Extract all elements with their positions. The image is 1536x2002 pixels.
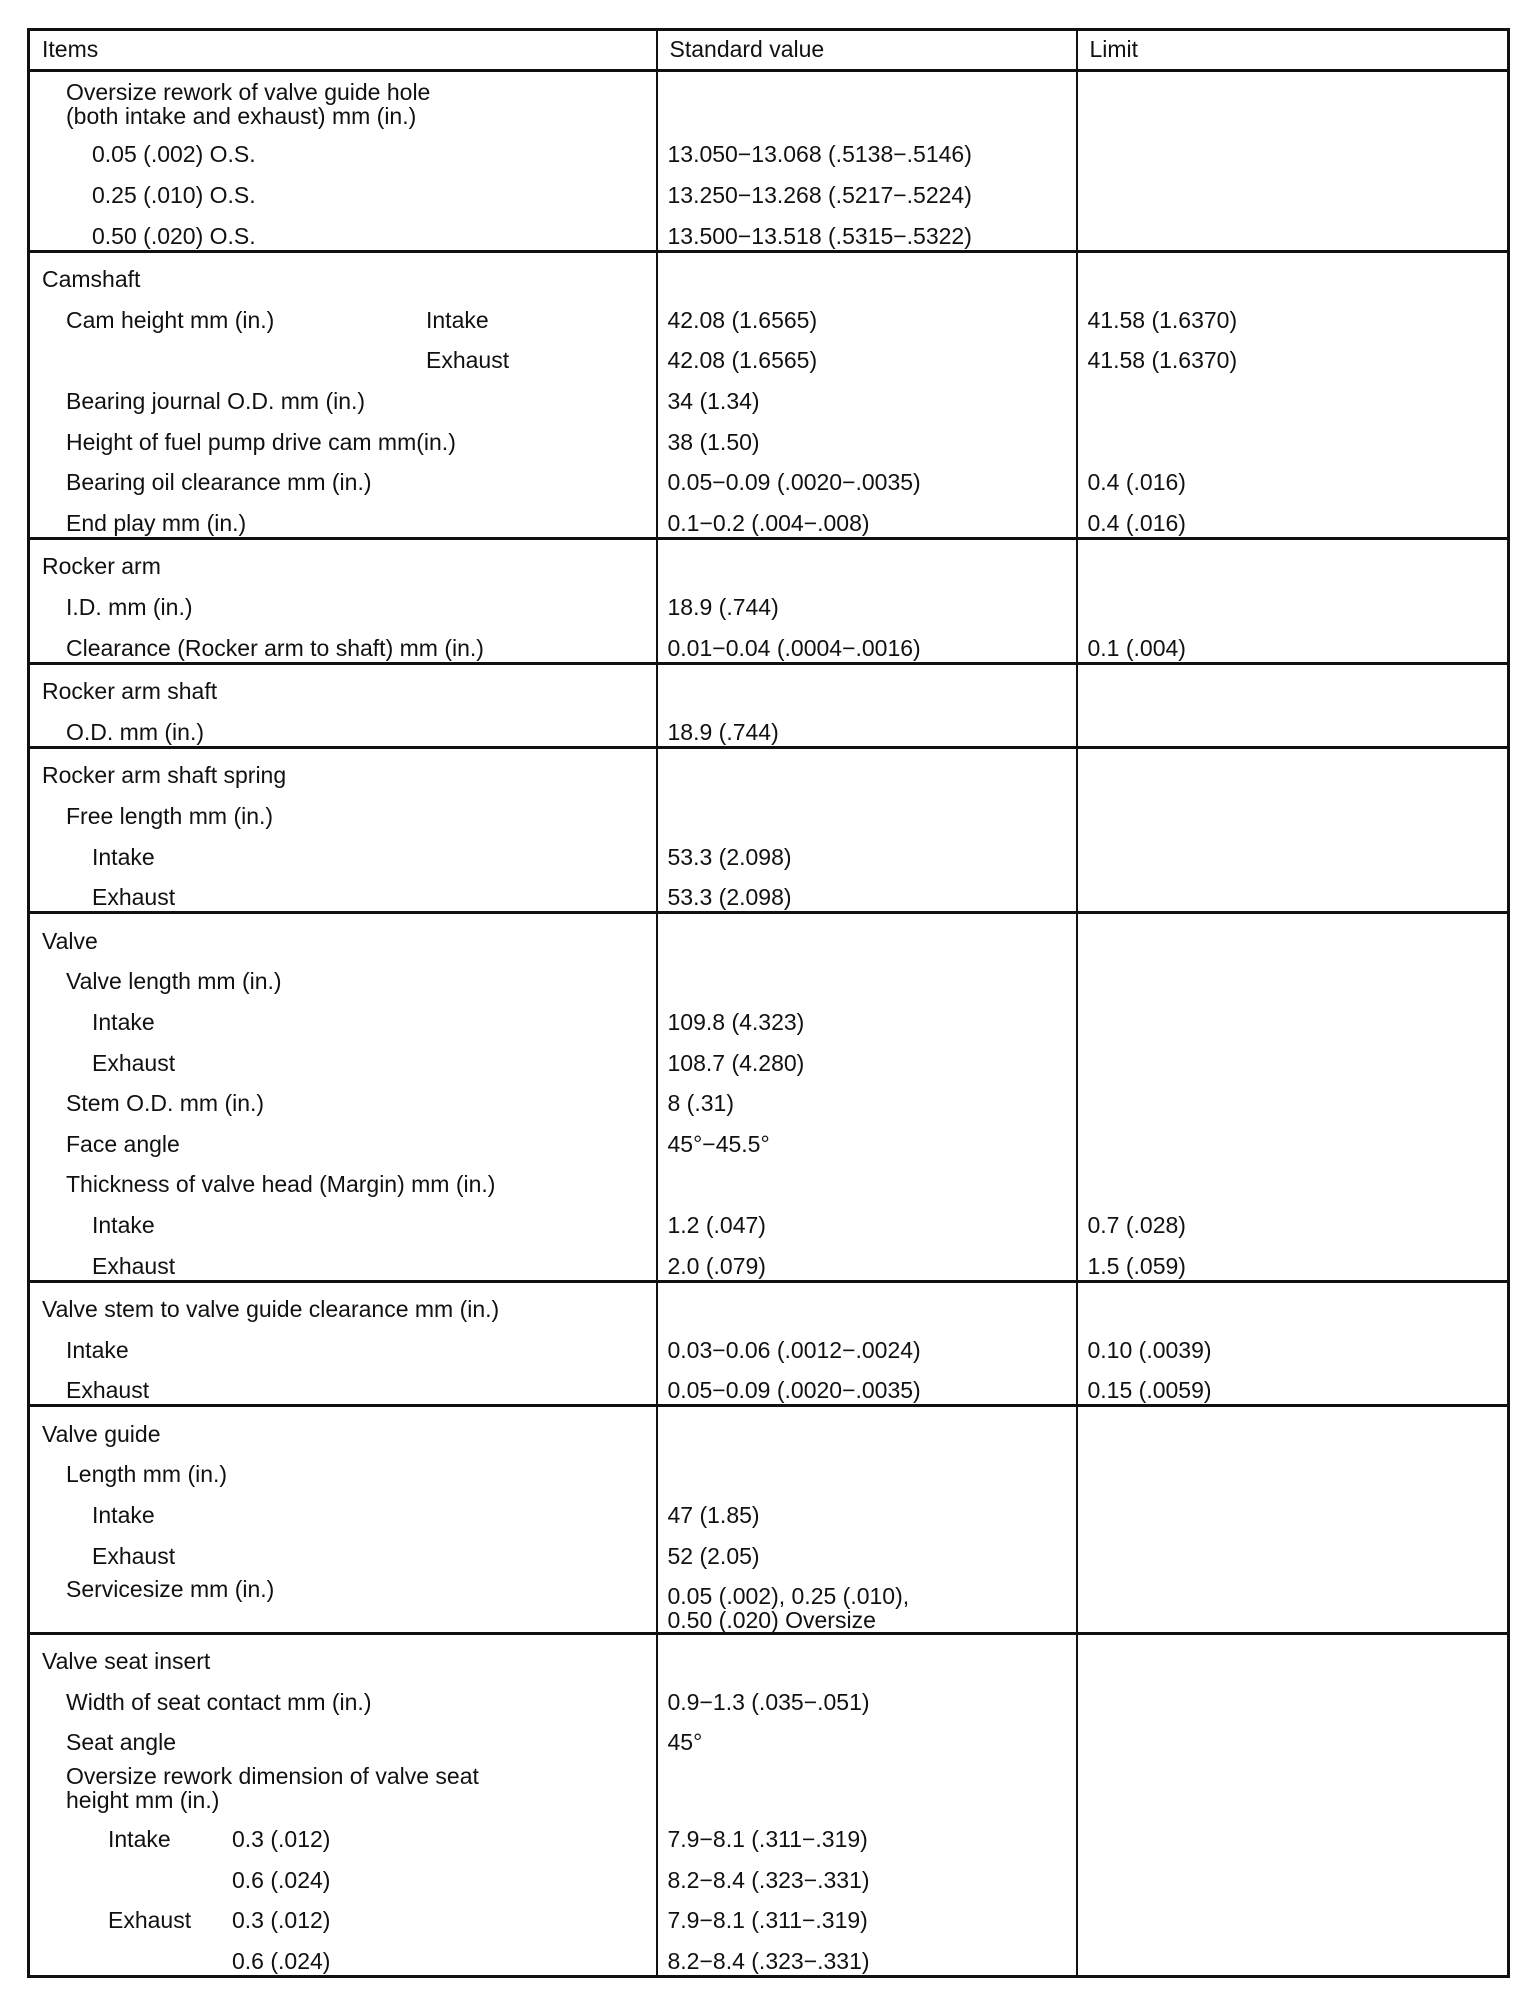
table-row [29, 1364, 1509, 1406]
standard-value [657, 1757, 1077, 1813]
table-row [29, 1036, 1509, 1077]
standard-value: 0.9−1.3 (.035−.051) [657, 1675, 1077, 1716]
standard-value: 8 (.31) [657, 1077, 1077, 1118]
table-row [29, 747, 1509, 789]
limit-value [1077, 1117, 1509, 1158]
standard-value: 45°−45.5° [657, 1117, 1077, 1158]
limit-value: 0.10 (.0039) [1077, 1323, 1509, 1364]
limit-value [1077, 538, 1509, 580]
item-label: 0.50 (.020) O.S. [29, 209, 657, 251]
limit-value [1077, 1813, 1509, 1854]
item-label: Servicesize mm (in.) [29, 1570, 657, 1634]
standard-value [657, 1633, 1077, 1675]
limit-value [1077, 169, 1509, 210]
standard-value [657, 1448, 1077, 1489]
standard-value: 47 (1.85) [657, 1489, 1077, 1530]
item-label-main: Intake [108, 1826, 171, 1853]
standard-value: 18.9 (.744) [657, 705, 1077, 747]
item-label: Intake [29, 1198, 657, 1239]
item-label: Bearing oil clearance mm (in.) [29, 456, 657, 497]
limit-value [1077, 830, 1509, 871]
standard-value: 13.500−13.518 (.5315−.5322) [657, 209, 1077, 251]
standard-value [657, 71, 1077, 129]
standard-value: 53.3 (2.098) [657, 830, 1077, 871]
table-row [29, 1813, 1509, 1854]
group-valve-guide [29, 1406, 1509, 1633]
standard-value [657, 663, 1077, 705]
table-row [29, 1489, 1509, 1530]
standard-value-line1: 0.05 (.002), 0.25 (.010), [667, 1582, 910, 1609]
item-label-sub: 0.3 (.012) [232, 1826, 331, 1853]
item-label-sub: 0.3 (.012) [232, 1907, 331, 1934]
item-label: Face angle [29, 1117, 657, 1158]
standard-value: 42.08 (1.6565) [657, 293, 1077, 334]
standard-value: 2.0 (.079) [657, 1239, 1077, 1281]
item-label: Exhaust [29, 871, 657, 913]
item-label: Intake [29, 1323, 657, 1364]
limit-value [1077, 1281, 1509, 1323]
table-row [29, 209, 1509, 251]
item-label-sub: 0.6 (.024) [232, 1947, 331, 1974]
limit-value [1077, 705, 1509, 747]
spec-table [27, 28, 1510, 1978]
table-row [29, 790, 1509, 831]
item-label: Thickness of valve head (Margin) mm (in.) [29, 1158, 657, 1199]
item-label [29, 1813, 657, 1854]
group-camshaft [29, 251, 1509, 538]
standard-value [657, 1570, 1077, 1634]
item-label: Intake [29, 830, 657, 871]
table-row [29, 1117, 1509, 1158]
header-limit: Limit [1077, 30, 1509, 71]
standard-value: 18.9 (.744) [657, 581, 1077, 622]
standard-value-line2: 0.50 (.020) Oversize [667, 1606, 876, 1633]
limit-value [1077, 1633, 1509, 1675]
standard-value: 13.050−13.068 (.5138−.5146) [657, 128, 1077, 169]
standard-value: 52 (2.05) [657, 1529, 1077, 1570]
limit-value [1077, 1894, 1509, 1935]
standard-value [657, 955, 1077, 996]
limit-value [1077, 1853, 1509, 1894]
item-label: I.D. mm (in.) [29, 581, 657, 622]
limit-value [1077, 913, 1509, 955]
item-label: Exhaust [29, 1529, 657, 1570]
item-label: Exhaust [29, 1364, 657, 1406]
item-label [29, 1853, 657, 1894]
table-row [29, 1757, 1509, 1813]
limit-value [1077, 1757, 1509, 1813]
limit-value [1077, 1716, 1509, 1757]
limit-value [1077, 415, 1509, 456]
standard-value: 8.2−8.4 (.323−.331) [657, 1934, 1077, 1976]
item-label [29, 334, 657, 375]
table-row [29, 913, 1509, 955]
limit-value [1077, 871, 1509, 913]
limit-value [1077, 375, 1509, 416]
item-label [29, 71, 657, 129]
item-label-line2: (both intake and exhaust) mm (in.) [66, 102, 417, 129]
table-row [29, 293, 1509, 334]
limit-value: 0.1 (.004) [1077, 621, 1509, 663]
item-label-line1: Oversize rework dimension of valve seat [66, 1763, 479, 1790]
standard-value [657, 747, 1077, 789]
standard-value: 38 (1.50) [657, 415, 1077, 456]
limit-value [1077, 790, 1509, 831]
group-rocker-arm-shaft [29, 663, 1509, 747]
section-title: Rocker arm shaft [29, 663, 657, 705]
item-label-main: Exhaust [108, 1907, 192, 1934]
limit-value [1077, 1934, 1509, 1976]
standard-value: 7.9−8.1 (.311−.319) [657, 1813, 1077, 1854]
limit-value: 41.58 (1.6370) [1077, 334, 1509, 375]
table-row [29, 71, 1509, 129]
item-label: Intake [29, 1489, 657, 1530]
standard-value: 45° [657, 1716, 1077, 1757]
item-label: Valve length mm (in.) [29, 955, 657, 996]
item-label: Intake [29, 995, 657, 1036]
standard-value: 0.05−0.09 (.0020−.0035) [657, 1364, 1077, 1406]
table-header [29, 30, 1509, 71]
section-title: Valve stem to valve guide clearance mm (in.) [29, 1281, 657, 1323]
standard-value: 8.2−8.4 (.323−.331) [657, 1853, 1077, 1894]
item-label [29, 293, 657, 334]
standard-value [657, 538, 1077, 580]
item-label: Width of seat contact mm (in.) [29, 1675, 657, 1716]
item-label: Bearing journal O.D. mm (in.) [29, 375, 657, 416]
section-title: Camshaft [29, 251, 657, 293]
table-row [29, 1198, 1509, 1239]
limit-value: 41.58 (1.6370) [1077, 293, 1509, 334]
limit-value [1077, 128, 1509, 169]
table-row [29, 334, 1509, 375]
standard-value: 0.1−0.2 (.004−.008) [657, 496, 1077, 538]
limit-value [1077, 1406, 1509, 1448]
limit-value [1077, 581, 1509, 622]
item-label [29, 1757, 657, 1813]
standard-value: 0.01−0.04 (.0004−.0016) [657, 621, 1077, 663]
item-label: 0.25 (.010) O.S. [29, 169, 657, 210]
item-label [29, 1894, 657, 1935]
table-row [29, 538, 1509, 580]
table-row [29, 871, 1509, 913]
table-row [29, 375, 1509, 416]
limit-value [1077, 663, 1509, 705]
table-row [29, 581, 1509, 622]
table-row [29, 496, 1509, 538]
item-label: Exhaust [29, 1036, 657, 1077]
standard-value [657, 1406, 1077, 1448]
item-label: Height of fuel pump drive cam mm(in.) [29, 415, 657, 456]
table-row [29, 415, 1509, 456]
standard-value: 13.250−13.268 (.5217−.5224) [657, 169, 1077, 210]
limit-value [1077, 209, 1509, 251]
limit-value [1077, 1489, 1509, 1530]
standard-value: 34 (1.34) [657, 375, 1077, 416]
limit-value: 0.4 (.016) [1077, 496, 1509, 538]
header-standard-value: Standard value [657, 30, 1077, 71]
item-label: Seat angle [29, 1716, 657, 1757]
standard-value: 108.7 (4.280) [657, 1036, 1077, 1077]
limit-value [1077, 251, 1509, 293]
limit-value [1077, 1448, 1509, 1489]
group-valve-guide-hole-oversize [29, 71, 1509, 252]
table-row [29, 1077, 1509, 1118]
item-label-line1: Oversize rework of valve guide hole [66, 78, 431, 105]
table-row [29, 1675, 1509, 1716]
standard-value: 42.08 (1.6565) [657, 334, 1077, 375]
group-valve [29, 913, 1509, 1281]
item-label: Clearance (Rocker arm to shaft) mm (in.) [29, 621, 657, 663]
limit-value: 0.15 (.0059) [1077, 1364, 1509, 1406]
table-row [29, 1448, 1509, 1489]
table-row [29, 663, 1509, 705]
table-row [29, 1570, 1509, 1634]
header-items: Items [29, 30, 657, 71]
table-row [29, 1633, 1509, 1675]
table-row [29, 169, 1509, 210]
standard-value: 7.9−8.1 (.311−.319) [657, 1894, 1077, 1935]
table-row [29, 1406, 1509, 1448]
table-row [29, 705, 1509, 747]
table-row [29, 1239, 1509, 1281]
group-rocker-arm [29, 538, 1509, 663]
limit-value [1077, 995, 1509, 1036]
standard-value: 53.3 (2.098) [657, 871, 1077, 913]
standard-value: 0.05−0.09 (.0020−.0035) [657, 456, 1077, 497]
item-label: Free length mm (in.) [29, 790, 657, 831]
group-rocker-arm-shaft-spring [29, 747, 1509, 912]
limit-value [1077, 1529, 1509, 1570]
item-label-sub: Intake [426, 306, 489, 333]
table-row [29, 830, 1509, 871]
standard-value [657, 1281, 1077, 1323]
section-title: Valve [29, 913, 657, 955]
limit-value [1077, 1158, 1509, 1199]
item-label: Exhaust [29, 1239, 657, 1281]
limit-value [1077, 1675, 1509, 1716]
table-row [29, 1158, 1509, 1199]
limit-value: 1.5 (.059) [1077, 1239, 1509, 1281]
standard-value [657, 790, 1077, 831]
item-label: End play mm (in.) [29, 496, 657, 538]
limit-value [1077, 71, 1509, 129]
item-label-line2: height mm (in.) [66, 1787, 220, 1814]
item-label-sub: Exhaust [426, 347, 510, 374]
standard-value [657, 1158, 1077, 1199]
limit-value [1077, 1036, 1509, 1077]
item-label: Stem O.D. mm (in.) [29, 1077, 657, 1118]
section-title: Rocker arm [29, 538, 657, 580]
limit-value [1077, 1570, 1509, 1634]
standard-value: 109.8 (4.323) [657, 995, 1077, 1036]
item-label: 0.05 (.002) O.S. [29, 128, 657, 169]
item-label: O.D. mm (in.) [29, 705, 657, 747]
limit-value [1077, 1077, 1509, 1118]
group-valve-stem-clearance [29, 1281, 1509, 1406]
item-label-main: Cam height mm (in.) [66, 306, 275, 333]
group-valve-seat-insert [29, 1633, 1509, 1976]
limit-value [1077, 747, 1509, 789]
standard-value [657, 251, 1077, 293]
table-row [29, 1934, 1509, 1976]
section-title: Valve guide [29, 1406, 657, 1448]
table-row [29, 1323, 1509, 1364]
limit-value: 0.4 (.016) [1077, 456, 1509, 497]
table-row [29, 1853, 1509, 1894]
table-row [29, 1529, 1509, 1570]
standard-value [657, 913, 1077, 955]
standard-value: 0.03−0.06 (.0012−.0024) [657, 1323, 1077, 1364]
table-row [29, 1281, 1509, 1323]
table-row [29, 251, 1509, 293]
table-row [29, 1894, 1509, 1935]
item-label: Length mm (in.) [29, 1448, 657, 1489]
item-label-sub: 0.6 (.024) [232, 1866, 331, 1893]
table-row [29, 621, 1509, 663]
section-title: Valve seat insert [29, 1633, 657, 1675]
item-label [29, 1934, 657, 1976]
table-row [29, 456, 1509, 497]
standard-value: 1.2 (.047) [657, 1198, 1077, 1239]
table-row [29, 955, 1509, 996]
limit-value [1077, 955, 1509, 996]
table-row [29, 995, 1509, 1036]
table-row [29, 128, 1509, 169]
limit-value: 0.7 (.028) [1077, 1198, 1509, 1239]
table-row [29, 1716, 1509, 1757]
section-title: Rocker arm shaft spring [29, 747, 657, 789]
